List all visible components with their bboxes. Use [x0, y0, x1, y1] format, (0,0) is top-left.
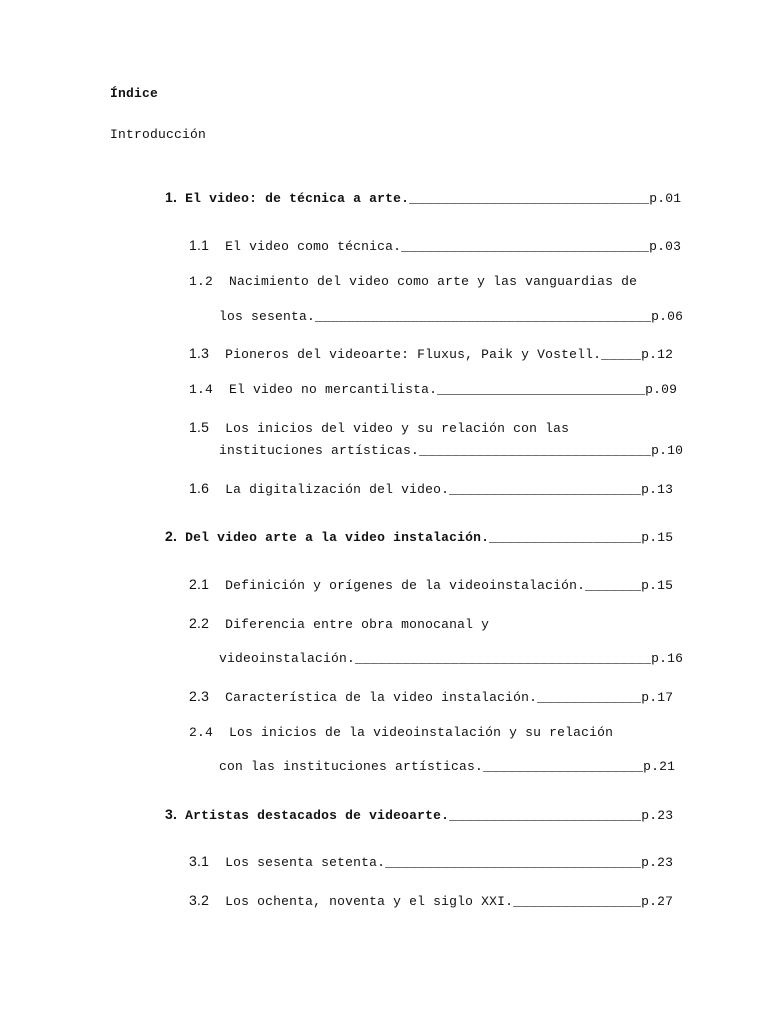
dot-leader: ___________________	[489, 530, 642, 545]
subsection-title-line1: Los inicios del video y su relación con las	[225, 421, 570, 436]
dot-leader: __________________________	[437, 382, 646, 397]
dot-leader: _______	[585, 578, 642, 593]
subsection-number: 1.1	[189, 237, 210, 253]
subsection-number: 2.2	[189, 615, 210, 631]
subsection-number: 1.6	[189, 480, 210, 496]
section-number: 3.	[165, 806, 178, 822]
dot-leader: ____________________	[483, 759, 644, 774]
subsection-number: 1.3	[189, 345, 210, 361]
dot-leader: ________________________________	[385, 855, 642, 870]
toc-section-3	[133, 790, 673, 840]
subsection-title-line2: instituciones artísticas.	[219, 443, 420, 458]
subsection-title-line1: Diferencia entre obra monocanal y	[225, 617, 490, 632]
subsection-number: 2.4	[189, 725, 214, 740]
subsection-number: 2.1	[189, 576, 210, 592]
subsection-number: 1.2	[189, 274, 214, 289]
dot-leader: ______________________________	[409, 191, 650, 206]
dot-leader: ________________________	[449, 808, 642, 823]
dot-leader: _______________________________	[401, 239, 650, 254]
subsection-title: Los ochenta, noventa y el siglo XXI.	[225, 894, 514, 909]
page-number: p.21	[643, 759, 676, 774]
dot-leader: _____________	[537, 690, 642, 705]
introduction-entry: Introducción	[110, 127, 207, 142]
subsection-title: El video no mercantilista.	[229, 382, 438, 397]
subsection-title-line2: los sesenta.	[219, 309, 316, 324]
subsection-title-line2: con las instituciones artísticas.	[219, 759, 484, 774]
subsection-title-line1: Nacimiento del video como arte y las vanguardias de	[229, 274, 638, 289]
index-heading: Índice	[110, 86, 159, 101]
dot-leader: ________________________	[449, 482, 642, 497]
subsection-number: 2.3	[189, 688, 210, 704]
subsection-title: Los sesenta setenta.	[225, 855, 386, 870]
page-number: p.27	[641, 894, 674, 909]
subsection-title: El video como técnica.	[225, 239, 402, 254]
subsection-number: 1.5	[189, 419, 210, 435]
subsection-title: Característica de la video instalación.	[225, 690, 538, 705]
page-number: p.09	[645, 382, 678, 397]
page-number: p.15	[641, 530, 674, 545]
toc-subsection-3-2	[157, 876, 673, 926]
page-number: p.01	[649, 191, 682, 206]
dot-leader: __________________________________________	[315, 309, 652, 324]
page-number: p.23	[641, 808, 674, 823]
section-title: Del video arte a la video instalación.	[185, 530, 490, 545]
page-number: p.13	[641, 482, 674, 497]
page-number: p.10	[651, 443, 684, 458]
page-number: p.12	[641, 347, 674, 362]
dot-leader: _____	[601, 347, 642, 362]
page-number: p.16	[651, 651, 684, 666]
subsection-title: La digitalización del video.	[225, 482, 450, 497]
dot-leader: _____________________________	[419, 443, 652, 458]
dot-leader: ________________	[513, 894, 642, 909]
subsection-title: Pioneros del videoarte: Fluxus, Paik y Vostell.	[225, 347, 602, 362]
page-number: p.03	[649, 239, 682, 254]
dot-leader: _____________________________________	[355, 651, 652, 666]
page-number: p.23	[641, 855, 674, 870]
subsection-title-line1: Los inicios de la videoinstalación y su relación	[229, 725, 614, 740]
page-number: p.06	[651, 309, 684, 324]
toc-subsection-1-6	[157, 464, 673, 514]
toc-subsection-2-4-cont	[187, 743, 675, 791]
page-number: p.17	[641, 690, 674, 705]
subsection-title-line2: videoinstalación.	[219, 651, 356, 666]
subsection-number: 1.4	[189, 382, 214, 397]
page-number: p.15	[641, 578, 674, 593]
section-title: El video: de técnica a arte.	[185, 191, 410, 206]
subsection-title: Definición y orígenes de la videoinstalación.	[225, 578, 586, 593]
subsection-number: 3.2	[189, 892, 210, 908]
section-number: 1.	[165, 189, 178, 205]
subsection-number: 3.1	[189, 853, 210, 869]
section-title: Artistas destacados de videoarte.	[185, 808, 450, 823]
section-number: 2.	[165, 528, 178, 544]
toc-section-1	[133, 173, 681, 223]
toc-section-2	[133, 512, 673, 562]
